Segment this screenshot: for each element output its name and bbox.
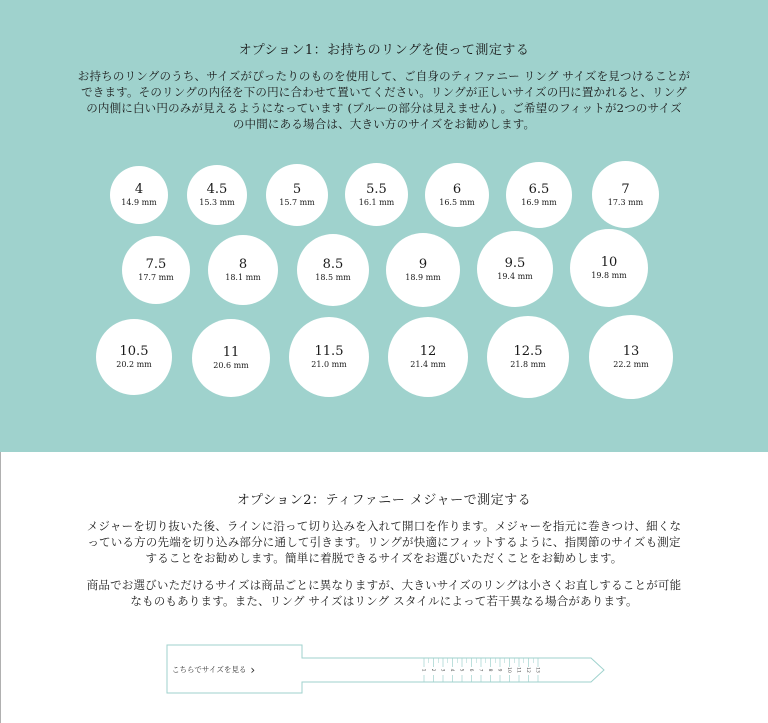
ring-circle: [122, 236, 190, 304]
ring-circle: [110, 166, 168, 224]
option2-description: [70, 518, 698, 566]
ring-circle: [192, 319, 270, 397]
ring-diameter: 15.3 mm: [199, 198, 235, 207]
option2-note: [70, 577, 698, 609]
ring-circle: [487, 316, 569, 398]
ring-diameter: 20.6 mm: [213, 361, 249, 370]
ring-size: 5: [292, 182, 302, 197]
ring-circle: [96, 319, 172, 395]
ring-size: 11: [222, 345, 240, 360]
option1-line: できます。そのリングの内径を下の円に合わせて置いてください。リングが正しいサイズの円に置かれると、リング: [81, 85, 687, 99]
option1-description: [70, 68, 698, 132]
sizer-scale-label: 5: [458, 668, 464, 672]
option2-note-line: なものもあります。また、リング サイズはリング スタイルによって若干異なる場合があります。: [130, 594, 638, 608]
ring-size: 12: [419, 344, 437, 359]
chevron-right-icon: ›: [250, 662, 256, 677]
ring-size: 6: [452, 182, 462, 197]
ring-size: 7.5: [145, 257, 167, 272]
ring-size: 4: [134, 182, 144, 197]
sizer-scale-label: 6: [468, 668, 473, 672]
option1-line: の中間にある場合は、大きい方のサイズをお勧めします。: [232, 117, 536, 131]
ring-size: 6.5: [528, 182, 550, 197]
ring-diameter: 18.1 mm: [225, 273, 261, 282]
ring-size: 11.5: [314, 344, 344, 359]
sizer-scale-label: 10: [506, 667, 511, 673]
ring-circle: [589, 315, 673, 399]
ring-diameter: 18.9 mm: [405, 273, 441, 282]
sizer-scale-label: 11: [515, 667, 521, 673]
sizer-scale-label: 2: [430, 668, 435, 672]
sizer-scale-label: 4: [449, 668, 454, 672]
ring-size: 4.5: [206, 182, 228, 197]
view-size-link[interactable]: [172, 664, 255, 675]
ring-size: 9.5: [504, 256, 526, 271]
ring-circle: [187, 165, 247, 225]
sizer-scale-label: 3: [439, 668, 445, 672]
ring-diameter: 14.9 mm: [121, 198, 157, 207]
ring-size: 10.5: [119, 344, 149, 359]
ring-circle: [570, 229, 648, 307]
ring-diameter: 21.4 mm: [410, 360, 446, 369]
option1-line: の内側に白い円のみが見えるようになっています (ブルーの部分は見えません) 。ご希望のフィットが2つのサイズ: [86, 101, 682, 115]
ring-diameter: 19.8 mm: [591, 271, 627, 280]
option2-line: っている方の先端を切り込み部分に通して引きます。リングが快適にフィットするように、指関節のサイズも測定: [87, 535, 681, 549]
ring-size: 13: [622, 344, 640, 359]
ring-size: 5.5: [366, 181, 387, 197]
ring-circle: [477, 231, 553, 307]
ring-size: 12.5: [513, 344, 543, 359]
option2-line: メジャーを切り抜いた後、ラインに沿って切り込みを入れて開口を作ります。メジャーを指元に巻きつけ、細くな: [86, 519, 682, 533]
ring-diameter: 17.3 mm: [607, 197, 644, 207]
ring-size: 7: [621, 181, 630, 197]
ring-circle: [388, 317, 468, 397]
ring-circle: [386, 233, 460, 307]
ring-diameter: 17.7 mm: [138, 273, 174, 282]
option2-title: オプション2：ティファニー メジャーで測定する: [236, 493, 532, 508]
ring-diameter: 20.2 mm: [116, 360, 152, 369]
ring-diameter: 16.5 mm: [439, 198, 475, 207]
ring-diameter: 19.4 mm: [497, 272, 533, 281]
ring-diameter: 22.2 mm: [613, 360, 649, 369]
ring-diameter: 16.9 mm: [521, 198, 557, 207]
ring-size: 10: [600, 255, 618, 270]
ring-diameter: 21.8 mm: [510, 360, 546, 369]
option2-note-line: 商品でお選びいただけるサイズは商品ごとに異なりますが、大きいサイズのリングは小さくお直しすることが可能: [86, 578, 682, 592]
option2-line: することをお勧めします。簡単に着脱できるサイズをお選びいただくことをお勧めします。: [145, 551, 623, 565]
option1-line: お持ちのリングのうち、サイズがぴったりのものを使用して、ご自身のティファニー リング サイズを見つけることが: [77, 69, 691, 83]
ring-circle: [289, 317, 369, 397]
sizer-scale-label: 7: [477, 668, 483, 672]
sizer-scale-label: 12: [525, 667, 530, 673]
sizer-scale-label: 13: [534, 667, 540, 673]
ring-diameter: 18.5 mm: [315, 273, 351, 282]
ring-diameter: 21.0 mm: [311, 360, 347, 369]
ring-circle: [592, 161, 659, 228]
ring-size: 8: [238, 257, 248, 272]
sizer-scale-label: 9: [496, 668, 502, 672]
sizer-scale-label: 8: [487, 668, 492, 672]
ring-circle: [345, 163, 408, 226]
ring-circle: [297, 234, 369, 306]
ring-diameter: 16.1 mm: [358, 197, 395, 207]
ring-circle: [266, 164, 328, 226]
option1-title: オプション1：お持ちのリングを使って測定する: [238, 43, 530, 58]
sizer-scale-label: 1: [420, 668, 426, 672]
ring-circle: [506, 162, 572, 228]
view-size-label: こちらでサイズを見る: [172, 665, 247, 674]
ring-circle: [425, 163, 489, 227]
ring-circle: [208, 235, 278, 305]
ring-size: 9: [418, 257, 428, 272]
ring-diameter: 15.7 mm: [279, 198, 315, 207]
ring-size: 8.5: [322, 257, 344, 272]
